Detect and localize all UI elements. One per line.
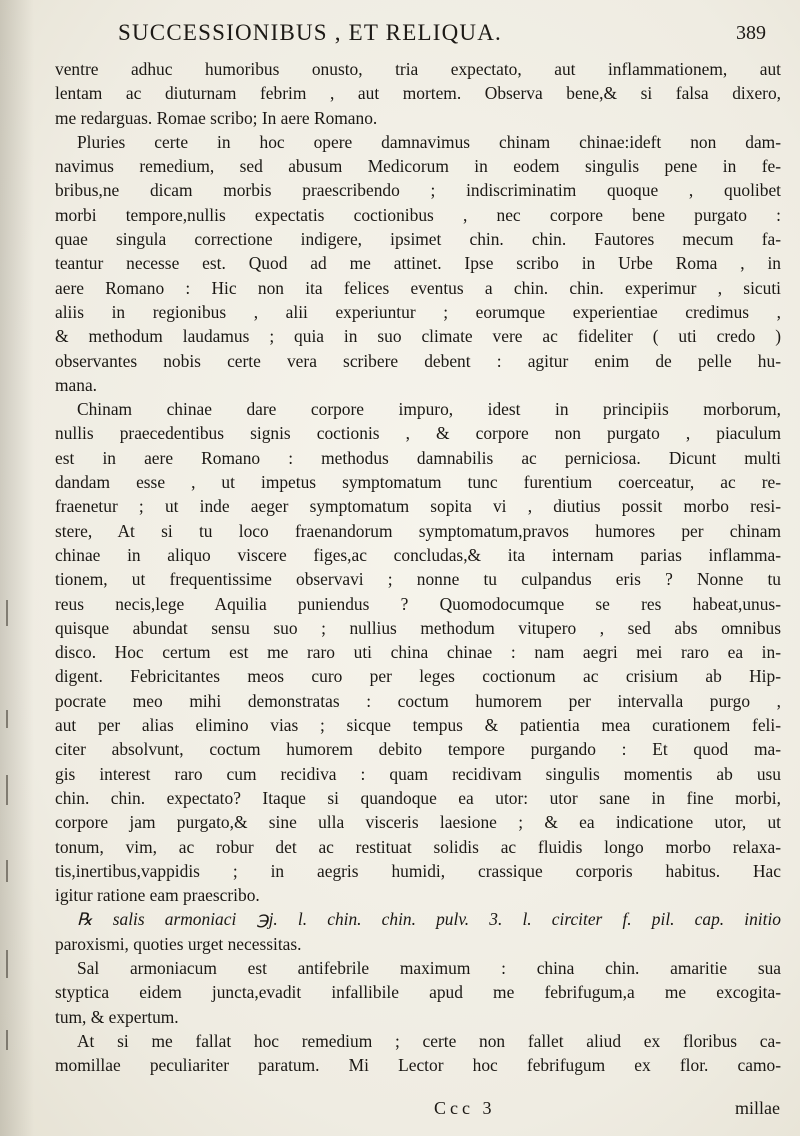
paragraph-start-line: Sal armoniacum est antifebrile maximum : china chin. amaritie sua xyxy=(77,957,781,978)
text-line: paroxismi, quoties urget necessitas. xyxy=(55,933,302,954)
text-line: est in aere Romano : methodus damnabilis ac perniciosa. Dicunt multi xyxy=(55,447,781,468)
text-line: tonum, vim, ac robur det ac restituat solidis ac fluidis longo morbo relaxa- xyxy=(55,836,781,857)
text-line: tis,inertibus,vappidis ; in aegris humidi, crassique corporis habitus. Hac xyxy=(55,860,781,881)
text-line: igitur ratione eam praescribo. xyxy=(55,885,260,906)
text-line: citer absolvunt, coctum humorem debito tempore purgando : Et quod ma- xyxy=(55,739,781,760)
text-line: & methodum laudamus ; quia in suo climate vere ac fideliter ( uti credo ) xyxy=(55,326,781,347)
recipe-line: ℞ salis armoniaci ℈j. l. chin. chin. pulv. 3. l. circiter f. pil. cap. initio xyxy=(77,909,781,930)
text-line: quae singula correctione indigere, ipsimet chin. chin. Fautores mecum fa- xyxy=(55,229,781,250)
page-header xyxy=(118,20,766,54)
catchword: millae xyxy=(735,1098,780,1118)
text-line: chinae in aliquo viscere figes,ac concludas,& ita internam parias inflamma- xyxy=(55,544,781,565)
page-edge-marks xyxy=(6,560,20,1120)
text-line: aliis in regionibus , alii experiuntur ; eorumque experientiae credimus , xyxy=(55,301,781,322)
text-line: nullis praecedentibus signis coctionis , & corpore non purgato , piaculum xyxy=(55,423,781,444)
paragraph-start-line: Chinam chinae dare corpore impuro, idest in principiis morborum, xyxy=(77,399,781,420)
text-line: me redarguas. Romae scribo; In aere Romano. xyxy=(55,107,378,128)
paragraph-start-line: Pluries certe in hoc opere damnavimus chinam chinae:ideft non dam- xyxy=(77,131,781,152)
text-line: teantur necesse est. Quod ad me attinet. Ipse scribo in Urbe Roma , in xyxy=(55,253,781,274)
text-line: lentam ac diuturnam febrim , aut mortem. Observa bene,& si falsa dixero, xyxy=(55,83,781,104)
page-footer xyxy=(434,1098,780,1124)
text-line: observantes nobis certe vera scribere debent : agitur enim de pelle hu- xyxy=(55,350,781,371)
text-line: disco. Hoc certum est me raro uti china chinae : nam aegri mei raro ea in- xyxy=(55,642,781,663)
text-line: corpore jam purgato,& sine ulla visceris laesione ; & ea indicatione utor, ut xyxy=(55,812,781,833)
running-title: SUCCESSIONIBUS , ET RELIQUA. xyxy=(118,20,502,45)
text-line: gis interest raro cum recidiva : quam recidivam singulis momentis ab usu xyxy=(55,763,781,784)
text-line: digent. Febricitantes meos curo per leges coctionum ac crisium ab Hip- xyxy=(55,666,781,687)
text-line: styptica eidem juncta,evadit infallibile apud me febrifugum,a me excogita- xyxy=(55,982,781,1003)
text-line: reus necis,lege Aquilia puniendus ? Quomodocumque se res habeat,unus- xyxy=(55,593,781,614)
text-line: pocrate meo mihi demonstratas : coctum humorem per intervalla purgo , xyxy=(55,690,781,711)
page-number: 389 xyxy=(736,22,766,44)
body-text xyxy=(55,57,781,1077)
text-line: chin. chin. expectato? Itaque si quandoque ea utor: utor sane in fine morbi, xyxy=(55,787,781,808)
text-line: quisque abundat sensu suo ; nullius methodum vitupero , sed abs omnibus xyxy=(55,617,781,638)
text-line: ventre adhuc humoribus onusto, tria expectato, aut inflammationem, aut xyxy=(55,59,781,79)
text-line: dandam esse , ut impetus symptomatum tunc furentium coerceatur, ac re- xyxy=(55,472,781,493)
text-line: tionem, ut frequentissime observavi ; nonne tu culpandus eris ? Nonne tu xyxy=(55,569,781,590)
text-line: stere, At si tu loco fraenandorum symptomatum,pravos humores per chinam xyxy=(55,520,781,541)
paragraph-start-line: At si me fallat hoc remedium ; certe non fallet aliud ex floribus ca- xyxy=(77,1030,781,1051)
text-line: aere Romano : Hic non ita felices eventus a chin. chin. experimur , sicuti xyxy=(55,277,781,298)
text-line: fraenetur ; ut inde aeger symptomatum sopita vi , diutius possit morbo resi- xyxy=(55,496,781,517)
text-line: morbi tempore,nullis expectatis coctionibus , nec corpore bene purgato : xyxy=(55,204,781,225)
text-line: navimus remedium, sed abusum Medicorum in eodem singulis pene in fe- xyxy=(55,156,781,177)
text-line: mana. xyxy=(55,374,98,395)
text-line: tum, & expertum. xyxy=(55,1006,179,1027)
text-line: bribus,ne dicam morbis praescribendo ; indiscriminatim quoque , quolibet xyxy=(55,180,781,201)
text-line: aut per alias elimino vias ; sicque tempus & patientia mea curationem feli- xyxy=(55,715,781,736)
text-line: momillae peculiariter paratum. Mi Lector hoc febrifugum ex flor. camo- xyxy=(55,1055,781,1076)
signature-mark: Ccc 3 xyxy=(434,1098,496,1118)
